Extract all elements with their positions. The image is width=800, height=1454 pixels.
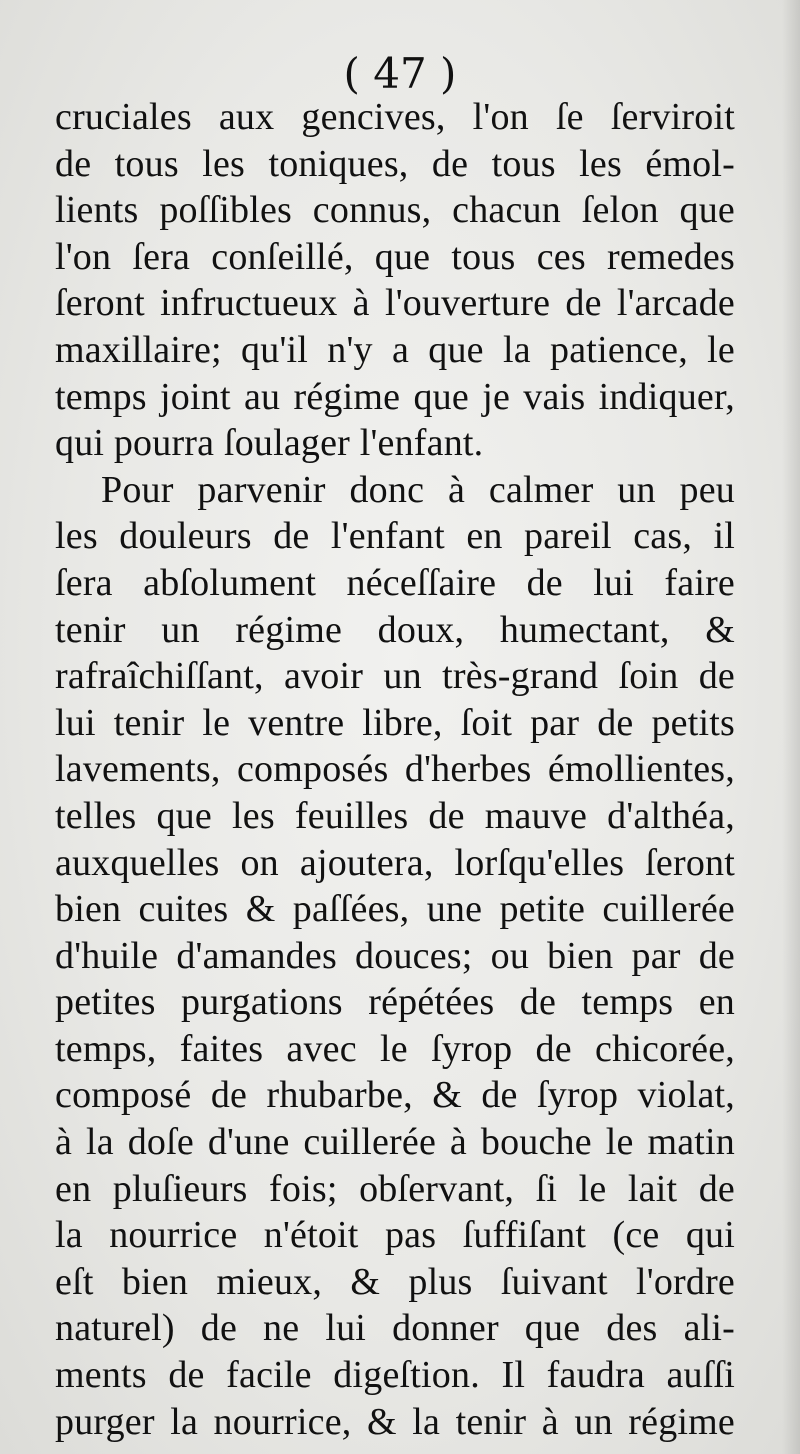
text-line: qui pourra ſoulager l'enfant. — [55, 422, 484, 465]
text-line: bien cuites & paſſées, une petite cuillerée — [55, 888, 735, 931]
text-line: ſera abſolument néceſſaire de lui faire — [55, 561, 735, 604]
text-line: d'huile d'amandes douces; ou bien par de — [55, 934, 735, 977]
text-line: à la doſe d'une cuillerée à bouche le matin — [55, 1121, 735, 1164]
text-line: naturel) de ne lui donner que des ali- — [55, 1307, 735, 1350]
text-line: ments de facile digeſtion. Il faudra auſſi — [55, 1354, 735, 1397]
text-line: rafraîchiſſant, avoir un très-grand ſoin de — [55, 655, 735, 698]
text-line: lui tenir le ventre libre, ſoit par de petits — [55, 701, 735, 744]
text-line: en pluſieurs fois; obſervant, ſi le lait de — [55, 1167, 735, 1210]
text-line: l'on ſera conſeillé, que tous ces remedes — [55, 235, 735, 278]
text-line: purger la nourrice, & la tenir à un régime — [55, 1400, 735, 1443]
paragraph-2 — [55, 467, 735, 1445]
page-number: ( 47 ) — [343, 49, 457, 98]
text-line: telles que les feuilles de mauve d'althéa, — [55, 794, 735, 837]
text-line: de tous les toniques, de tous les émol- — [55, 142, 735, 185]
text-line: composé de rhubarbe, & de ſyrop violat, — [55, 1074, 735, 1117]
text-line: temps, faites avec le ſyrop de chicorée, — [55, 1027, 735, 1070]
text-line: lients poſſibles connus, chacun ſelon que — [55, 189, 735, 232]
text-line: ſeront infructueux à l'ouverture de l'arcade — [55, 282, 735, 325]
text-line: les douleurs de l'enfant en pareil cas, il — [55, 515, 735, 558]
text-line: maxillaire; qu'il n'y a que la patience, le — [55, 328, 735, 371]
text-line: la nourrice n'étoit pas ſuffiſant (ce qui — [55, 1214, 735, 1257]
paragraph-1 — [55, 94, 735, 467]
text-line: Pour parvenir donc à calmer un peu — [101, 468, 735, 511]
text-line: tenir un régime doux, humectant, & — [55, 608, 735, 651]
text-line: temps joint au régime que je vais indiquer, — [55, 375, 735, 418]
text-line: auxquelles on ajoutera, lorſqu'elles ſeront — [55, 841, 735, 884]
page-edge-shadow — [782, 0, 800, 1454]
text-line: eſt bien mieux, & plus ſuivant l'ordre — [55, 1260, 735, 1303]
text-line: lavements, composés d'herbes émollientes, — [55, 748, 735, 791]
body-text — [55, 94, 735, 1445]
text-line: petites purgations répétées de temps en — [55, 981, 735, 1024]
text-line: cruciales aux gencives, l'on ſe ſerviroit — [55, 96, 735, 138]
